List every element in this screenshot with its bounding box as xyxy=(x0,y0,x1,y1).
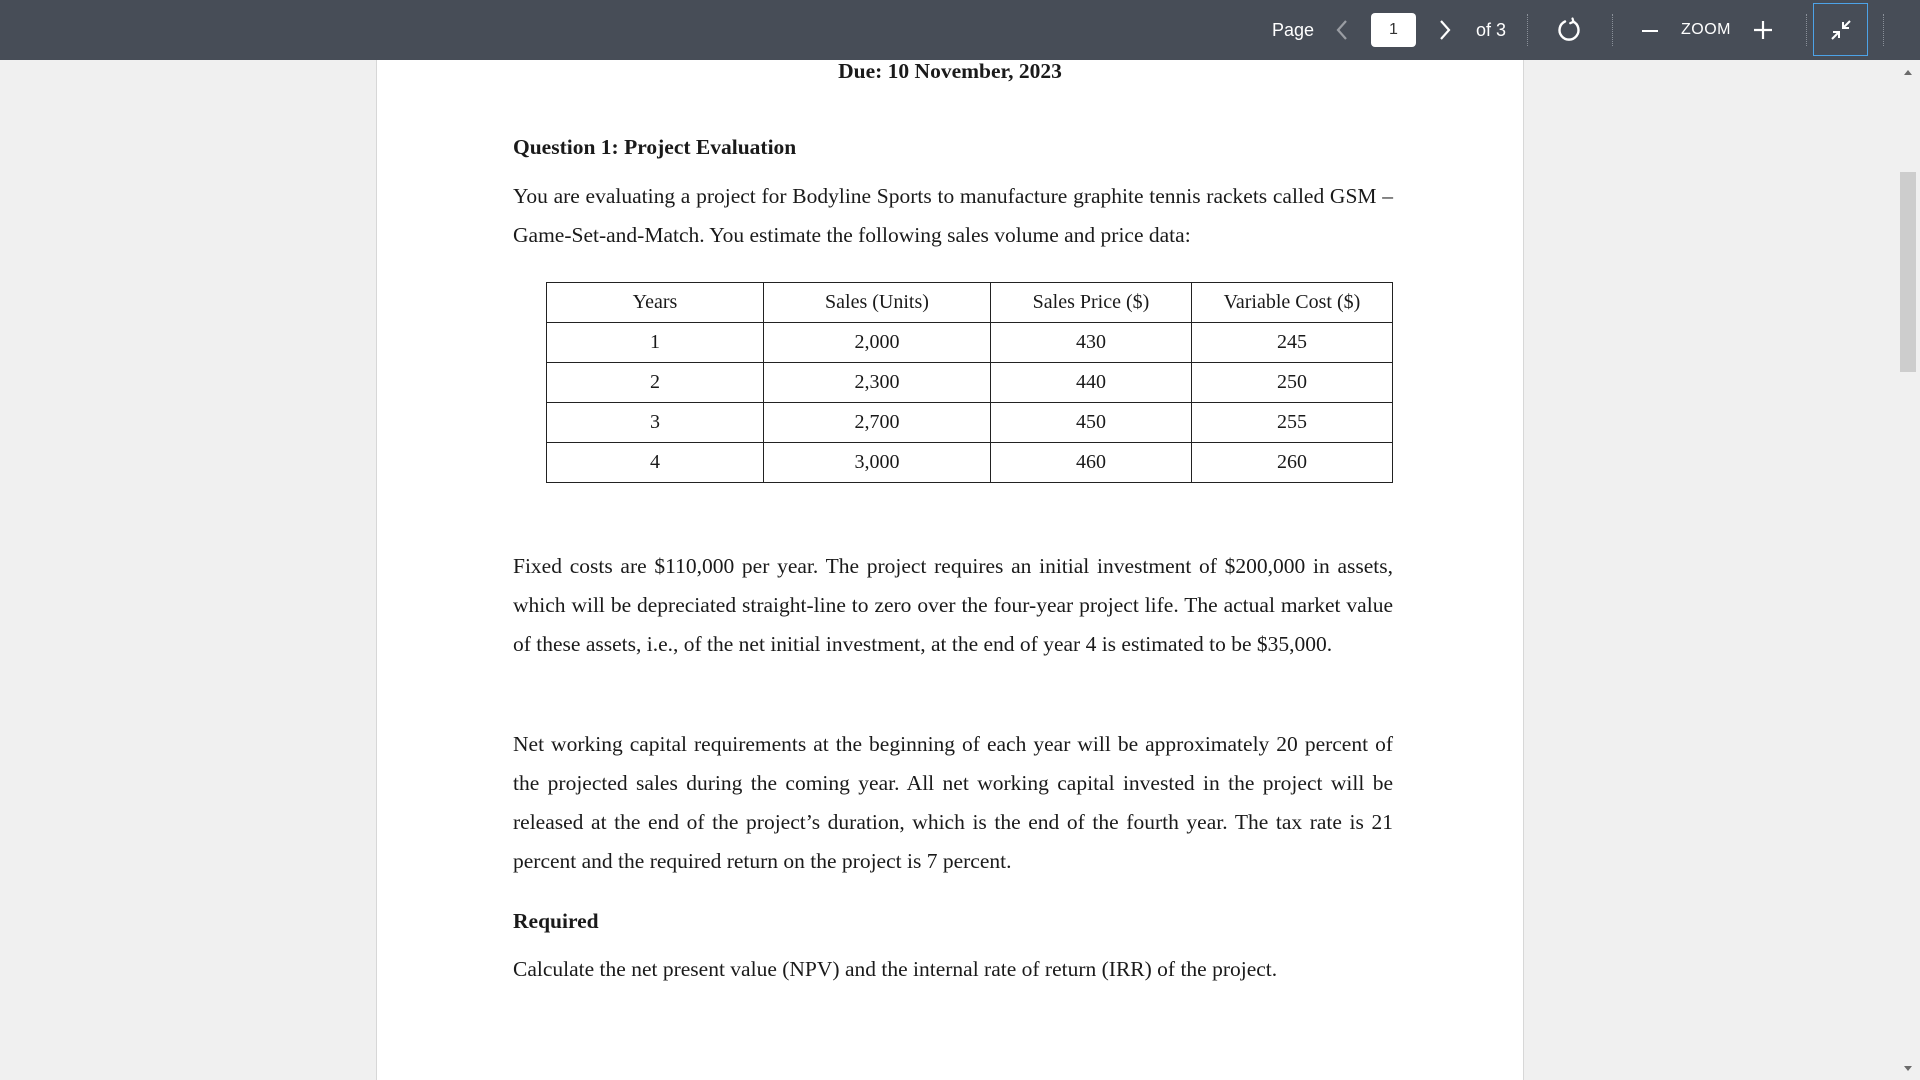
required-heading: Required xyxy=(513,909,599,933)
table-cell: 430 xyxy=(991,323,1192,363)
table-cell: 1 xyxy=(547,323,764,363)
arrow-up-icon xyxy=(1903,69,1913,76)
table-cell: 255 xyxy=(1192,403,1393,443)
scroll-up-button[interactable] xyxy=(1896,62,1920,82)
scrollbar-thumb[interactable] xyxy=(1900,172,1916,372)
table-row xyxy=(547,403,1393,443)
table-cell: 2 xyxy=(547,363,764,403)
table-cell: 245 xyxy=(1192,323,1393,363)
column-header-years: Years xyxy=(547,283,764,323)
document-viewport[interactable] xyxy=(0,60,1920,1080)
fixed-costs-paragraph: Fixed costs are $110,000 per year. The project requires an initial investment of $200,000 in assets, which will be depreciated straight-line to zero over the four-year project life. The actual market value of these assets, i.e., of the net initial investment, at the end of year 4 is estimated to be $35,000. xyxy=(513,554,1393,656)
page-label: Page xyxy=(1271,19,1315,40)
sales-data-table xyxy=(546,282,1393,483)
previous-page-button[interactable] xyxy=(1328,0,1356,60)
table-cell: 440 xyxy=(991,363,1192,403)
intro-paragraph: You are evaluating a project for Bodyline Sports to manufacture graphite tennis rackets called GSM – Game-Set-and-Match. You estimate the following sales volume and price data: xyxy=(513,184,1393,247)
page-number-input[interactable] xyxy=(1371,13,1416,47)
table-cell: 2,000 xyxy=(764,323,991,363)
pdf-toolbar xyxy=(0,0,1920,60)
due-date: Due: 10 November, 2023 xyxy=(838,59,1062,83)
table-row xyxy=(547,363,1393,403)
question-heading: Question 1: Project Evaluation xyxy=(513,135,797,159)
working-capital-paragraph: Net working capital requirements at the beginning of each year will be approximately 20 percent of the projected sales during the coming year. All net working capital invested in the project will be released at the end of the project’s duration, which is the end of the fourth year. The tax rate is 21 percent and the required return on the project is 7 percent. xyxy=(513,732,1393,873)
table-cell: 250 xyxy=(1192,363,1393,403)
table-cell: 4 xyxy=(547,443,764,483)
column-header-variable-cost: Variable Cost ($) xyxy=(1192,283,1393,323)
table-row xyxy=(547,323,1393,363)
zoom-label: ZOOM xyxy=(1681,21,1731,38)
chevron-left-icon xyxy=(1335,19,1349,41)
toolbar-divider xyxy=(1612,14,1613,46)
vertical-scrollbar[interactable] xyxy=(1896,60,1920,1080)
column-header-sales-units: Sales (Units) xyxy=(764,283,991,323)
minus-icon xyxy=(1641,21,1659,39)
table-cell: 3,000 xyxy=(764,443,991,483)
pdf-page xyxy=(376,60,1524,1080)
rotate-icon xyxy=(1556,17,1582,43)
zoom-out-button[interactable] xyxy=(1635,0,1665,60)
rotate-button[interactable] xyxy=(1552,0,1586,60)
table-row xyxy=(547,443,1393,483)
total-pages-label: of 3 xyxy=(1475,19,1507,40)
table-cell: 2,700 xyxy=(764,403,991,443)
table-cell: 450 xyxy=(991,403,1192,443)
zoom-in-button[interactable] xyxy=(1748,0,1778,60)
collapse-icon xyxy=(1830,19,1852,41)
table-header-row xyxy=(547,283,1393,323)
plus-icon xyxy=(1753,20,1773,40)
column-header-sales-price: Sales Price ($) xyxy=(991,283,1192,323)
required-text: Calculate the net present value (NPV) and the internal rate of return (IRR) of the project. xyxy=(513,957,1278,981)
toolbar-divider xyxy=(1806,14,1807,46)
next-page-button[interactable] xyxy=(1431,0,1459,60)
table-cell: 460 xyxy=(991,443,1192,483)
table-cell: 2,300 xyxy=(764,363,991,403)
toolbar-divider xyxy=(1527,14,1528,46)
exit-fullscreen-button[interactable] xyxy=(1813,3,1868,56)
table-cell: 260 xyxy=(1192,443,1393,483)
table-cell: 3 xyxy=(547,403,764,443)
scroll-down-button[interactable] xyxy=(1896,1058,1920,1078)
toolbar-divider xyxy=(1883,14,1884,46)
chevron-right-icon xyxy=(1438,19,1452,41)
arrow-down-icon xyxy=(1903,1065,1913,1072)
